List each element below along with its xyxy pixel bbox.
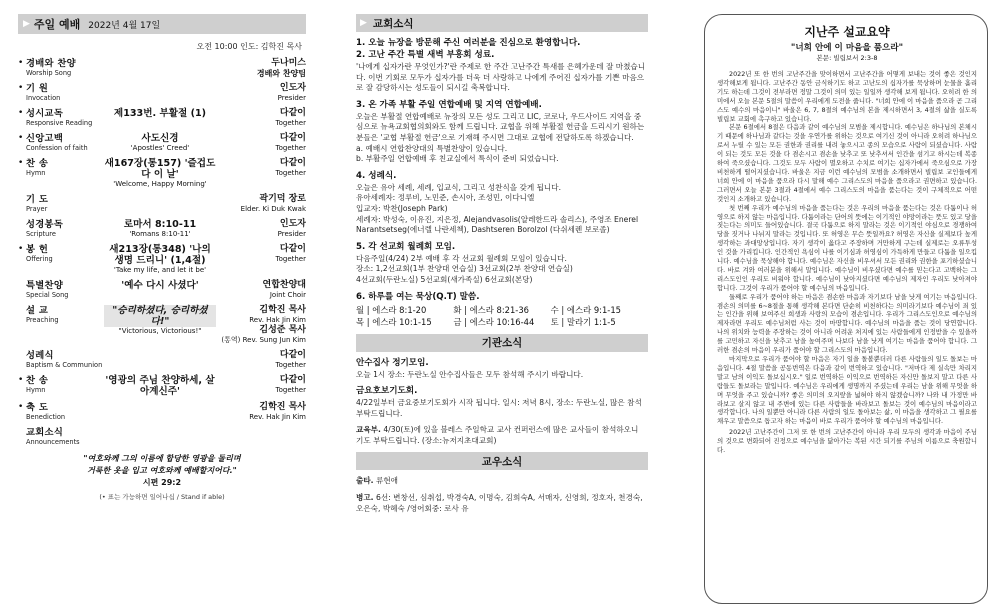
qt-entry: 월 | 에스라 8:1-20 [356,304,427,315]
order-leader-en: Rev. Hak Jin Kim [249,316,306,324]
sermon-paragraph: 첫 번째 우리가 예수님의 마음을 품는다는 것은 우리의 마음을 품는다는 것은 다툼이나 허영으로 하지 않는 마음입니다. 다툼이라는 단어의 뜻에는 이기적인 야망이라는 뜻도 있고 당을 짓는다는 의미도 들어있습니다. 결국 다툼으로 하지 말라는 것은 이기적인 야심으로 경쟁하여 당을 짓거나 나뉘지 말라는 것입니다. 또 허영은 무슨 뜻일까요? 허영은 자신을 실제보다 높게 생각하는 과대망상입니다. 자기 생각이 옳다고 주장하며 거만하게 구는데 실제로는 오류투성인 것을 가리킵니다. 인간적인 욕심이 나를 이기심과 허영심이 가득하게 만들고 다툼을 일으킵니다. 예수님을 묵상해야 합니다. 예수님은 자신을 비우셔서 모든 권리와 권한을 포기하셨습니다. 바로 겨와 여러분을 위해서 말입니다. 예수님이 비우셨다면 예수를 믿는다고 고백하는 그리스도인인 우리도 비워야 합니다. 예수님이 낮아지셨다면 예수님의 제자인 우리도 낮아져야 합니다. 그것이 우리가 품어야 할 예수님의 마음입니다. [717,203,977,292]
quote-line-1: "여호와께 그의 이름에 합당한 영광을 돌리며 [83,454,241,463]
order-label-ko: 신앙고백 [26,133,64,144]
service-officiant: 오전 10:00 인도: 김학진 목사 [196,42,302,51]
staff-item-text: 류현애 [375,476,398,486]
order-label-en: Benediction [26,413,66,421]
order-item [18,83,306,103]
order-label [26,375,104,395]
order-leader [216,108,306,128]
order-bullet: • [18,244,24,254]
arrow-icon: ▶ [360,18,367,28]
order-label-ko: 설 교 [26,305,49,316]
order-label-en: Offering [26,255,53,263]
order-content-main: 새213장(통348) '나의 생명 드리니' (1,4절) [109,244,211,266]
order-leader-ko: 두나미스 [271,58,306,68]
order-content [104,280,216,291]
staff-item [356,476,648,487]
order-leader-en: Together [275,169,306,177]
order-leader [216,133,306,153]
order-label-ko: 봉 헌 [26,244,49,255]
order-content-sub: 'Apostles' Creed' [130,144,190,152]
order-leader-en: Presider [277,230,306,238]
order-leader [216,350,306,370]
order-content-main: '영광의 주님 찬양하세, 살아계신주' [105,375,215,397]
order-label-ko: 성시교독 [26,108,64,119]
order-leader-en: (통역) Rev. Sung Jun Kim [221,336,306,344]
organ-item-title: 금요호보기도회. [356,386,418,397]
news-item-title: 2. 고난 주간 특별 새벽 부흥회 성료. [356,50,495,60]
order-label-ko: 성례식 [26,350,54,361]
order-content-sub: "Victorious, Victorious!" [118,327,202,335]
news-item-title: 4. 성례식. [356,170,397,181]
quote-line-2: 거룩한 옷을 입고 여호와께 예배할지어다." [87,466,237,475]
order-leader-ko: 인도자 [279,219,306,229]
announcements-label-en: Announcements [26,438,80,446]
order-bullet: • [18,133,24,143]
order-leader [216,402,306,422]
order-label-en: Responsive Reading [26,119,93,127]
order-leader-en: Joint Choir [269,291,306,299]
closing-quote [18,453,306,489]
order-label-en: Invocation [26,94,61,102]
news-list [356,38,648,303]
organ-item-title: 안수집사 정기모임. [356,357,429,368]
order-label-ko: 기 원 [26,83,49,94]
sermon-paragraph: 본문 6절에서 8절은 다음과 같이 예수님의 모범을 제시합니다. 예수님은 하나님의 본체시기 때문에 하나님과 같다는 것을 우연가를 위하는 것으로 여기신 것이 아니라 오히려 하나님으로서 누릴 수 있는 모든 권한과 권리를 내려 놓으시고 종의 모습으로 사람이 되셨습니다. 사람이 되는 것도 모든 것을 다 겸손시고 겸손을 낮추고 또 낮추셔서 인간을 섬기고 하시는데 복종하여 죽으셨습니다. 그것도 모두 사람이 멸오하고 수치로 여기는 십자가에서 죽으심으로 가장 비천하게 떨어지셨습니다. 바울은 지금 이런 예수님의 모범을 소개하면서 빌립보 교인들에게 너희 안에 이 마음을 품으라 다시 말해 예수 그리스도의 마음을 품으라고 권면하고 있습니다. 그러면서 오늘 본문 3절과 4절에서 예수 그리스도의 마음을 품는다는 것이 구체적으로 어떤 것인지 소개하고 있습니다. [717,123,977,203]
order-label-en: Preaching [26,316,59,324]
order-leader-ko: 다같이 [279,108,306,118]
order-label [26,158,104,178]
worship-order-column [18,14,306,604]
order-item [18,133,306,153]
news-item-body: 오늘은 유아 세례, 세례, 입교식, 그리고 성찬식을 갖게 됩니다. [356,182,562,192]
sermon-paragraph: 마지막으로 우리가 품어야 할 마음은 자기 일을 돌볼뿐더러 다른 사람들의 일도 돌보는 마음입니다. 4절 말씀을 공동번역은 다음과 같이 번역하고 있습니다. "저마다 제 실속만 차리지 말고 남의 이익도 돌보십시오." 일로 번역하든 이익으로 번역하든 자신만 돌보지 말고 다른 사람들도 돌보라는 말입니다. 예수님은 우리에게 생명까지 주셨는데 우리는 남을 위해 무엇을 하며 무엇을 주고 있습니까? 좋은 의미의 오지랖을 넓혀야 하지 않겠습니까? 나와 내 가정만 바라보고 살지 않고 내 주변에 있는 다른 사람들을 바라보고 돌보는 것이 예수님의 마음이라고 생각합니다. 나의 일뿐만 아니라 다른 사람의 일도 돌아보는 삶, 이 마음을 생각하고 그 필요를 채우고 말씀으로 돕고자 하는 마음이 바로 우리가 품어야 할 예수님의 마음입니다. [717,355,977,426]
sermon-subtitle: "너희 안에 이 마음을 품으라" [790,43,904,53]
order-label [26,133,104,153]
order-item [18,305,306,345]
worship-title: 주일 예배 [33,18,81,31]
order-content [104,108,216,119]
order-item [18,350,306,370]
order-item [18,280,306,300]
order-label-en: Special Song [26,291,69,299]
news-column [356,14,648,604]
order-leader-ko: 김성준 목사 [259,325,306,335]
sermon-reference: 본문: 빌립보서 2:3-8 [816,54,878,62]
quote-reference: 시편 29:2 [142,478,182,487]
order-content-sub: 'Welcome, Happy Morning' [113,180,207,188]
order-leader-ko: 다같이 [279,350,306,360]
order-leader-en: Rev. Hak Jin Kim [249,413,306,421]
news-item-title: 3. 온 가족 부활 주일 연합예배 및 지역 연합예배. [356,99,542,110]
sermon-body [717,70,977,455]
order-leader-ko: 다같이 [279,133,306,143]
order-content-main: '예수 다시 사셨다' [121,280,199,291]
order-label [26,350,104,370]
order-label-ko: 찬 송 [26,375,49,386]
sermon-paragraph: 2022년 또 한 번의 고난주간을 맞이하면서 고난주간을 어떻게 보내는 것이 좋은 것인지 생각해보게 됩니다. 고난주간 동안 금식하기도 하고 고난도의 십자가를 묵상하며 눈물을 흘리기도 하는데 그것이 전부라면 정말 그것이 의미 있는 일일까 생각해 보게 됩니다. 오히려 한 의미에서 오늘 본문 5절의 말씀이 우리에게 도전을 줍니다. "너희 안에 이 마음을 품으라 곧 그리스도 예수의 마음이니" 바울은 6, 7, 8절의 예수님의 본을 제시하면서 3, 4절의 삶을 실도록 빌립보 교회에 촉구하고 있습니다. [717,70,977,123]
order-leader-en: Together [275,119,306,127]
order-label-ko: 성경봉독 [26,219,64,230]
order-label [26,108,104,128]
qt-schedule [356,304,648,328]
stand-note: (• 표는 가능하면 일어나십 / Stand if able) [99,493,225,501]
sermon-paragraph: 둘째로 우리가 품어야 하는 마음은 겸손한 마음과 자기보다 남을 낫게 여기는 마음입니다. 겸손의 의미를 6~8절을 통해 생각해 본다면 단순히 비천하다는 의미라기보다 예수님이 죄 있는 인간을 위해 보여주신 희생과 사랑의 모습이 겸손입니다. 우리가 그리스도인으로 예수님의 제자라면 우리도 예수님처럼 사는 것이 마땅합니다. 예수님의 마음을 품는 것이 당연합니다. 나의 위치와 능력을 주장하는 것이 아니라 어려운 처지에 있는 사람들에게 인정받을 수 있을까를 고민하고 자신을 낮추고 남을 높여주며 나보다 남을 낫게 여기는 마음을 품어야 합니다. 그러한 겸손의 마음이 우리가 품어야 할 그리스도의 마음입니다. [717,292,977,355]
order-leader-ko: 인도자 [279,83,306,93]
order-label-en: Prayer [26,205,48,213]
order-item [18,219,306,239]
announcements-label-ko: 교회소식 [26,427,64,438]
order-leader [216,158,306,178]
worship-date: 2022년 4월 17일 [88,20,161,31]
order-leader [216,83,306,103]
order-leader [216,280,306,300]
order-label-ko: 축 도 [26,402,49,413]
order-leader [216,219,306,239]
order-leader [216,305,306,345]
order-label [26,402,104,422]
news-item-body: a. 예배시 연합찬양대의 특별찬양이 있습니다. [356,143,508,153]
staff-title: 교우소식 [481,455,523,468]
order-label [26,244,104,264]
organ-header [356,334,648,352]
news-item-title: 5. 각 선교회 월례회 모임. [356,241,456,252]
order-leader-en: Together [275,386,306,394]
order-label-en: Hymn [26,169,46,177]
order-leader-ko: 다같이 [279,375,306,385]
qt-entry: 토 | 말라기 1:1-5 [550,316,616,327]
order-leader-ko: 다같이 [279,158,306,168]
organ-item-text: 4/30(토)에 있을 블레스 주일학교 교사 컨퍼런스에 많은 교사들이 참석하오니 기도 부탁드립니다. (장소:뉴저지초대교회) [356,425,639,445]
order-content-main: 제133번. 부활절 (1) [113,108,207,119]
news-item-title: 6. 하루를 여는 묵상(Q.T) 말씀. [356,291,480,302]
organ-item-title: 교육부. [356,425,381,435]
order-content [104,219,216,239]
order-label [26,219,104,239]
order-bullet: • [18,402,24,412]
order-label-en: Scripture [26,230,56,238]
order-content-sub: 'Take my life, and let it be' [113,266,207,274]
order-leader [216,244,306,264]
news-item-body: 장소: 1,2선교회(1부 찬양대 연습실) 3선교회(2부 찬양대 연습실) [356,264,573,274]
order-label-ko: 경배와 찬양 [26,58,76,69]
news-item-body: 입교자: 박찬(Joseph Park) [356,203,448,213]
organ-item-body [356,425,648,446]
staff-header [356,452,648,470]
organ-item-body: 4/22일부터 금요중보기도회가 시작 됩니다. 일시: 저녁 8시, 장소: 두란노실, 많은 참석 부탁드립니다. [356,398,642,418]
news-item-body: '나에게 십자가란 무엇인가?'란 주제로 한 주간 고난주간 특새를 은혜가운데 잘 마쳤습니다. 이번 기회로 모두가 십자가를 더욱 더 사랑하고 나에게 주어진 십자가를 기쁜 마음으로 잘 감당하시는 성도들이 되시길 축복합니다. [356,62,646,93]
order-label [26,194,104,214]
sermon-summary-box [704,14,988,604]
news-item-body: 세례자: 박성숙, 이유진, 지은정, Alejandvasolis(알레한드라 솔리스), 주영조 Enerel Narantsetseg(에너렐 나란세첵), Dashtseren Borolzol (다쉬세렌 보로졸) [356,214,639,235]
order-bullet: • [18,158,24,168]
qt-entry: 금 | 에스라 10:16-44 [453,316,535,327]
order-bullet: • [18,375,24,385]
order-content-main: 사도신경 [141,133,179,144]
order-leader-en: Presider [277,94,306,102]
order-label [26,58,104,78]
order-item [18,402,306,422]
order-label [26,305,104,325]
order-item [18,244,306,275]
order-leader [216,194,306,214]
order-label [26,280,104,300]
news-item-body: b. 부활주일 연합예배 후 친교실에서 특식이 준비 되었습니다. [356,154,559,164]
sermon-title: 지난주 설교요약 [804,25,890,39]
staff-item-text: 6선: 변창선, 심취섭, 박경숙A, 이명숙, 김희숙A, 서매자, 신영희, 정호자, 천경숙, 오은숙, 박혜숙 /영어회중: 로사 유 [356,493,643,513]
staff-item [356,493,648,514]
announcements-item [18,427,306,447]
order-label-ko: 특별찬양 [26,280,64,291]
qt-entry: 수 | 에스라 9:1-15 [550,304,621,315]
order-bullet: • [18,83,24,93]
qt-entry: 화 | 에스라 8:21-36 [453,304,529,315]
order-leader-en: 경배와 찬양팀 [256,69,306,78]
order-content-main: 로마서 8:10-11 [123,219,197,230]
order-content-main: 새167장(통157) '즐겁도다 이 날' [104,158,216,180]
order-content [104,133,216,153]
order-label-en: Confession of faith [26,144,88,152]
order-leader-ko: 김학진 목사 [259,305,306,315]
order-content [104,158,216,189]
order-leader [216,375,306,395]
order-item [18,58,306,78]
news-title: 교회소식 [372,17,414,30]
staff-item-title: 병고. [356,493,374,503]
order-leader-en: Together [275,144,306,152]
news-item-body: 오늘은 부활절 연합예배로 뉴장의 모든 성도 그리고 LIC, 코로나, 우드사이드 지역을 중심으로 뉴욕교회협의회와도 함께 드립니다. 교협을 위해 부활절 헌금을 드리시기 원하는 분들은 '교협 부활절 헌금'으로 기재해 주시면 그대로 교협에 전달하도록 하겠습니다. [356,111,645,142]
order-content [104,305,216,336]
order-list [18,58,306,422]
order-item [18,108,306,128]
news-item-body: 유아세례자: 정루비, 노민준, 손시아, 조성민, 이다니엘 [356,193,535,203]
order-label [26,83,104,103]
arrow-icon: ▶ [23,19,30,29]
order-leader-ko: 곽기덕 장로 [259,194,306,204]
order-leader-en: Together [275,361,306,369]
order-item [18,194,306,214]
worship-header [18,14,306,34]
order-label-ko: 찬 송 [26,158,49,169]
order-item [18,158,306,189]
order-label-ko: 기 도 [26,194,49,205]
order-leader-en: Elder. Ki Duk Kwak [240,205,306,213]
news-header [356,14,648,32]
order-leader-en: Together [275,255,306,263]
order-bullet: • [18,58,24,68]
news-item-body: 4선교회(두란노실) 5선교회(새가족실) 6선교회(본당) [356,274,533,284]
order-item [18,375,306,397]
organ-item-body: 오늘 1시 장소: 두란노실 안수집사들은 모두 참석해 주시기 바랍니다. [356,369,584,379]
order-label-en: Baptism & Communion [26,361,103,369]
order-leader-ko: 다같이 [279,244,306,254]
order-content [104,244,216,275]
order-label-en: Worship Song [26,69,72,77]
staff-item-title: 출타. [356,476,374,486]
order-content [104,375,216,397]
order-leader-ko: 김학진 목사 [259,402,306,412]
order-content-sub: 'Romans 8:10-11' [129,230,191,238]
sermon-paragraph: 2022년 고난주간이 그저 또 한 번의 고난주간이 아니라 우리 모두의 생각과 마음이 주님의 것으로 변화되어 진정으로 예수님을 닮아가는 복된 시간 되기를 주님의 이름으로 축원합니다. [717,428,977,455]
order-leader-ko: 연합찬양대 [262,280,306,290]
news-item-body: 다음주일(4/24) 2부 예배 후 각 선교회 월례회 모임이 있습니다. [356,253,567,263]
order-label-en: Hymn [26,386,46,394]
qt-entry: 목 | 에스라 10:1-15 [356,316,432,327]
news-item-title: 1. 오늘 뉴장을 방문해 주신 여러분을 진심으로 환영합니다. [356,38,581,48]
order-bullet: • [18,108,24,118]
order-content-main: "승리하셨다, 승리하셨다!" [104,305,216,327]
order-leader [216,58,306,78]
organ-title: 기관소식 [481,337,523,349]
